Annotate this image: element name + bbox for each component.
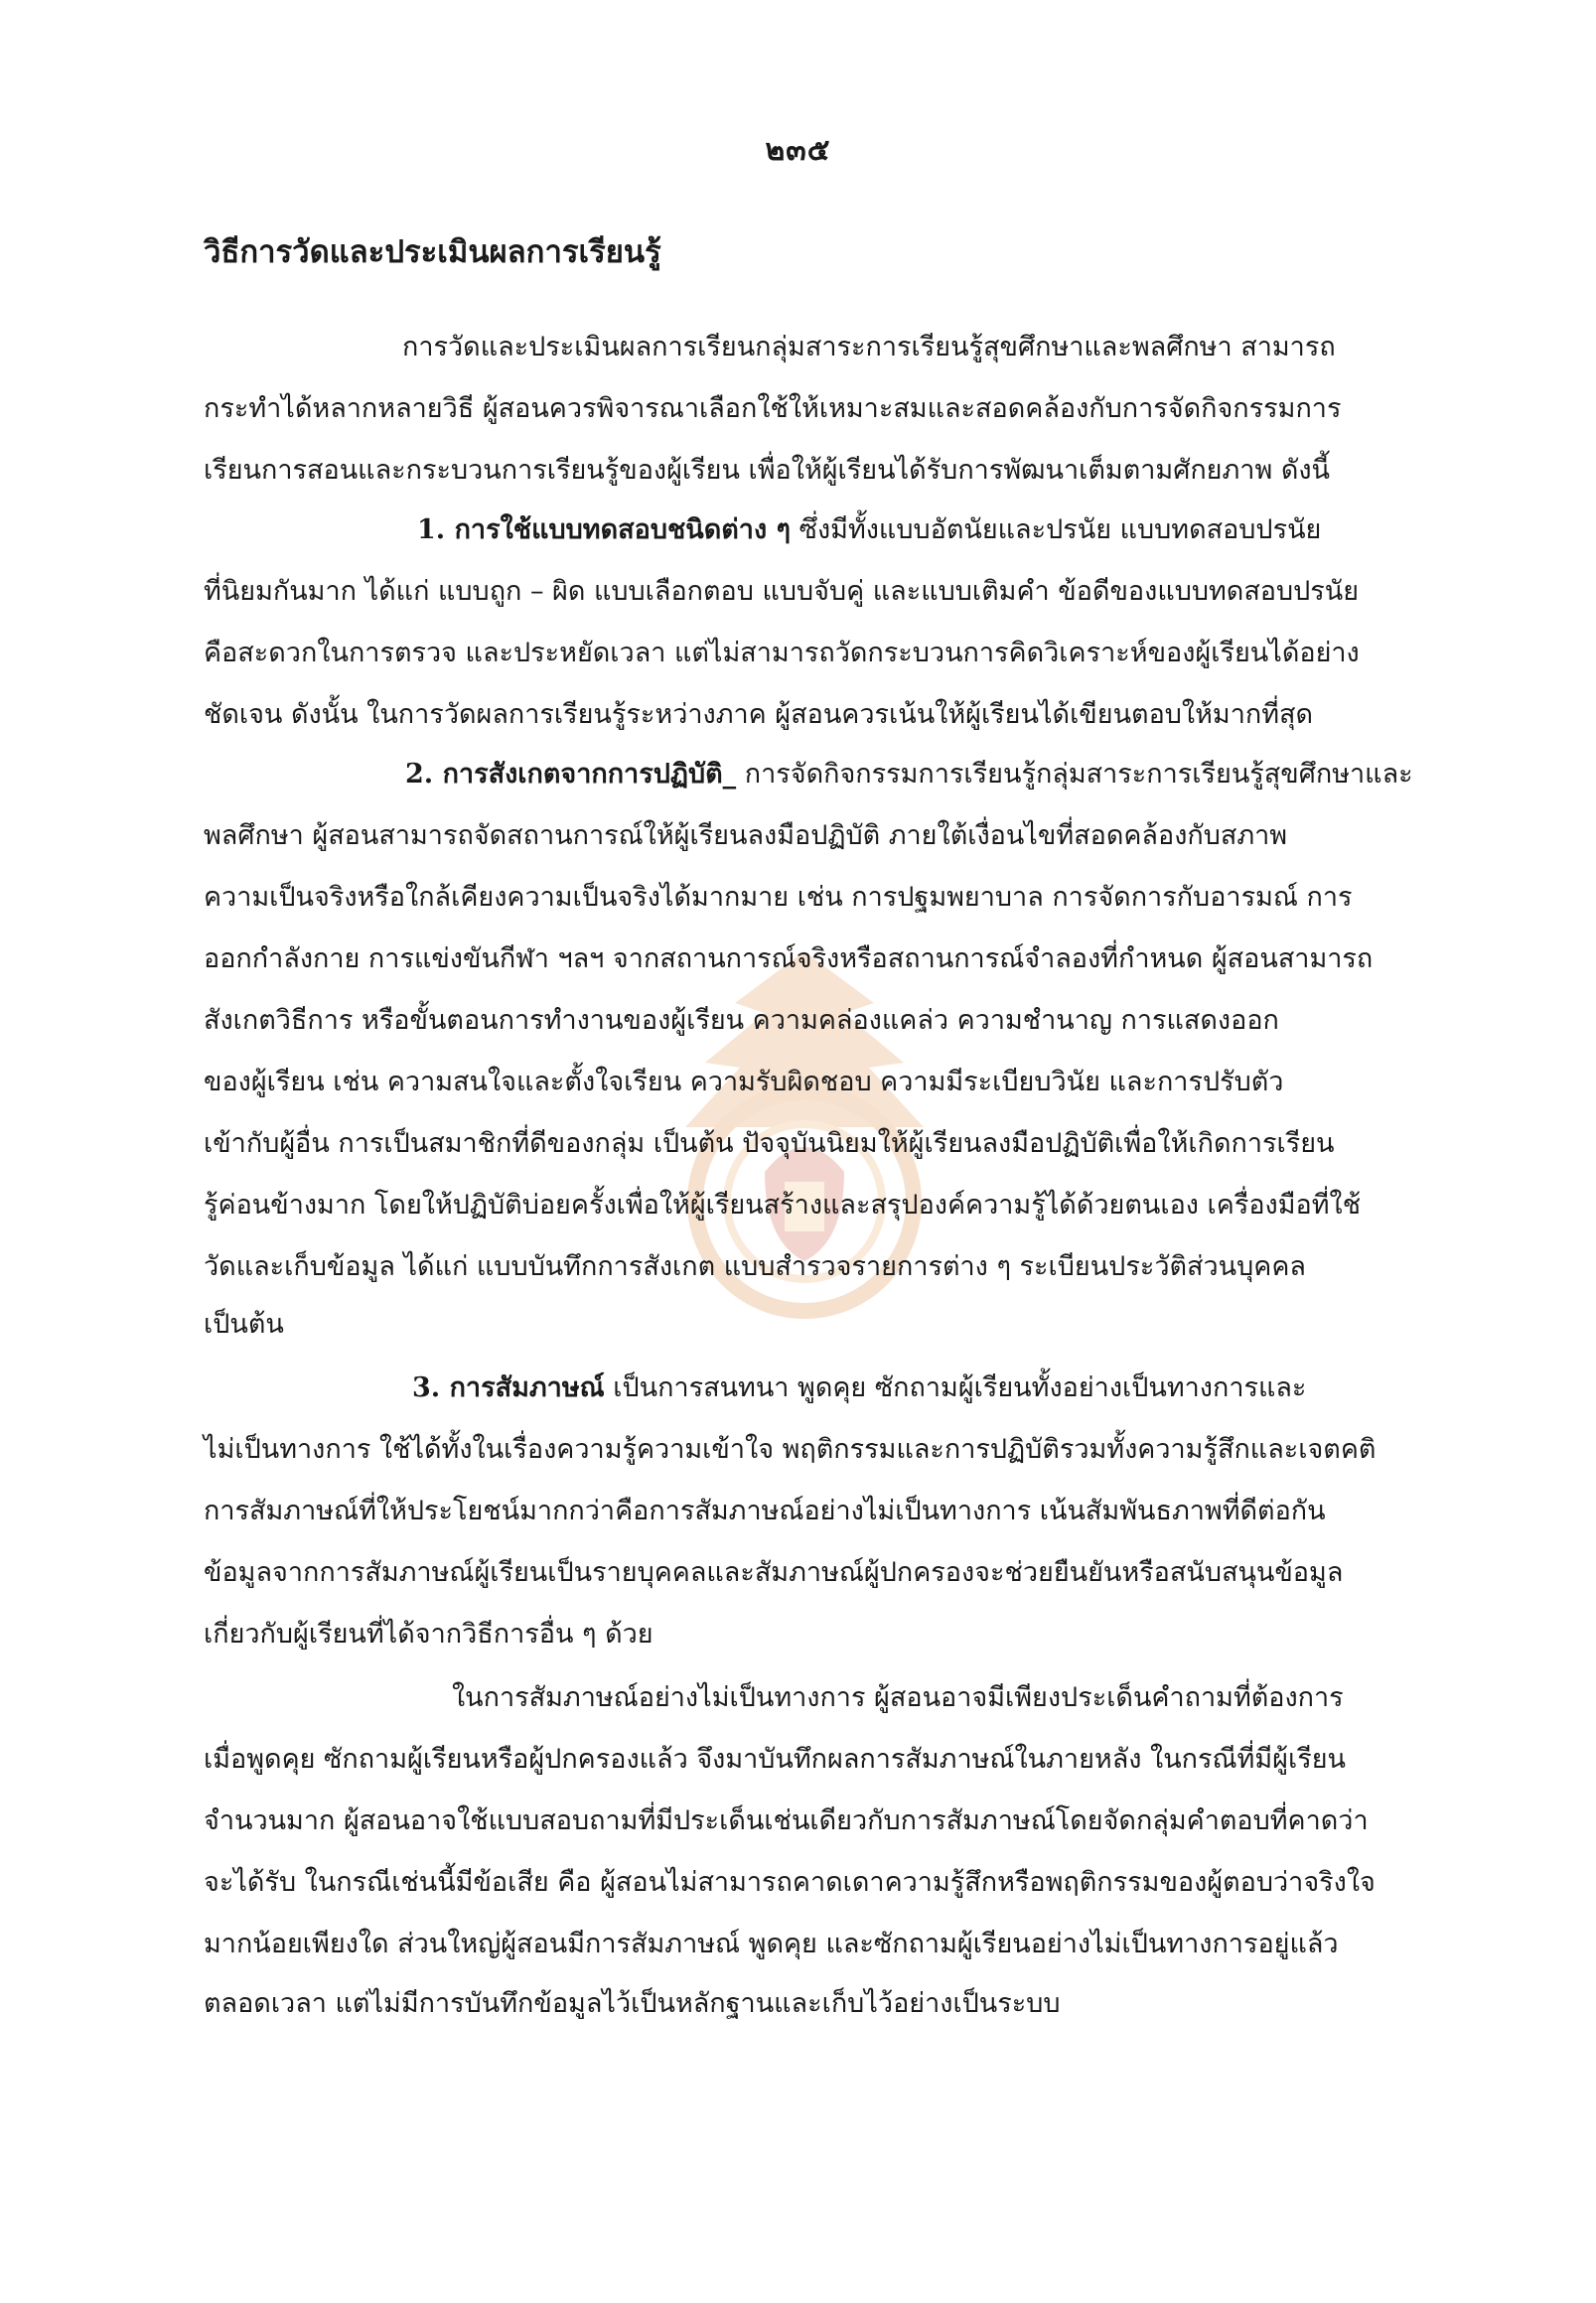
closing-line: เมื่อพูดคุย ซักถามผู้เรียนหรือผู้ปกครองแล้ว จึงมาบันทึกผลการสัมภาษณ์ในภายหลัง ในกรณีที่มีผู้เรียน bbox=[204, 1744, 1346, 1775]
item2-line: รู้ค่อนข้างมาก โดยให้ปฏิบัติบ่อยครั้งเพื่อให้ผู้เรียนสร้างและสรุปองค์ความรู้ได้ด้วยตนเอง เครื่องมือที่ใช้ bbox=[204, 1190, 1362, 1221]
item3-line: การสัมภาษณ์ที่ให้ประโยชน์มากกว่าคือการสัมภาษณ์อย่างไม่เป็นทางการ เน้นสัมพันธภาพที่ดีต่อกัน bbox=[204, 1496, 1326, 1526]
closing-line: ในการสัมภาษณ์อย่างไม่เป็นทางการ ผู้สอนอาจมีเพียงประเด็นคำถามที่ต้องการ bbox=[452, 1682, 1344, 1713]
closing-line: จะได้รับ ในกรณีเช่นนี้มีข้อเสีย คือ ผู้สอนไม่สามารถคาดเดาความรู้สึกหรือพฤติกรรมของผู้ตอบว่าจริงใจ bbox=[204, 1867, 1376, 1898]
item1-line: คือสะดวกในการตรวจ และประหยัดเวลา แต่ไม่สามารถวัดกระบวนการคิดวิเคราะห์ของผู้เรียนได้อย่าง bbox=[204, 638, 1360, 668]
item2-line: วัดและเก็บข้อมูล ได้แก่ แบบบันทึกการสังเกต แบบสำรวจรายการต่าง ๆ ระเบียนประวัติส่วนบุคคล bbox=[204, 1251, 1306, 1282]
item2-line: พลศึกษา ผู้สอนสามารถจัดสถานการณ์ให้ผู้เรียนลงมือปฏิบัติ ภายใต้เงื่อนไขที่สอดคล้องกับสภาพ bbox=[204, 820, 1288, 851]
item2-title: 2. การสังเกตจากการปฏิบัติ_ bbox=[405, 759, 737, 790]
closing-line: จำนวนมาก ผู้สอนอาจใช้แบบสอบถามที่มีประเด็นเช่นเดียวกับการสัมภาษณ์โดยจัดกลุ่มคำตอบที่คาดว่า bbox=[204, 1805, 1369, 1836]
item2-line: เป็นต้น bbox=[204, 1309, 284, 1340]
item2-line: สังเกตวิธีการ หรือขั้นตอนการทำงานของผู้เรียน ความคล่องแคล่ว ความชำนาญ การแสดงออก bbox=[204, 1005, 1279, 1036]
intro-line: กระทำได้หลากหลายวิธี ผู้สอนควรพิจารณาเลือกใช้ให้เหมาะสมและสอดคล้องกับการจัดกิจกรรมการ bbox=[204, 393, 1342, 424]
item2-first-line bbox=[405, 755, 1413, 794]
item1-line: ที่นิยมกันมาก ได้แก่ แบบถูก – ผิด แบบเลือกตอบ แบบจับคู่ และแบบเติมคำ ข้อดีของแบบทดสอบปรนัย bbox=[204, 576, 1360, 607]
closing-line: ตลอดเวลา แต่ไม่มีการบันทึกข้อมูลไว้เป็นหลักฐานและเก็บไว้อย่างเป็นระบบ bbox=[204, 1988, 1061, 2019]
item2-line: เข้ากับผู้อื่น การเป็นสมาชิกที่ดีของกลุ่ม เป็นต้น ปัจจุบันนิยมให้ผู้เรียนลงมือปฏิบัติเพื่อให้เกิดการเรียน bbox=[204, 1128, 1335, 1159]
intro-line: การวัดและประเมินผลการเรียนกลุ่มสาระการเรียนรู้สุขศึกษาและพลศึกษา สามารถ bbox=[402, 332, 1336, 362]
item1-line: ชัดเจน ดังนั้น ในการวัดผลการเรียนรู้ระหว่างภาค ผู้สอนควรเน้นให้ผู้เรียนได้เขียนตอบให้มากที่สุด bbox=[204, 699, 1314, 730]
item3-first-rest: เป็นการสนทนา พูดคุย ซักถามผู้เรียนทั้งอย่างเป็นทางการและ bbox=[604, 1372, 1307, 1403]
page-number: ๒๓๕ bbox=[765, 133, 831, 168]
item2-line: ความเป็นจริงหรือใกล้เคียงความเป็นจริงได้มากมาย เช่น การปฐมพยาบาล การจัดการกับอารมณ์ การ bbox=[204, 882, 1353, 913]
intro-line: เรียนการสอนและกระบวนการเรียนรู้ของผู้เรียน เพื่อให้ผู้เรียนได้รับการพัฒนาเต็มตามศักยภาพ ดังนี้ bbox=[204, 455, 1331, 486]
item3-line: ไม่เป็นทางการ ใช้ได้ทั้งในเรื่องความรู้ความเข้าใจ พฤติกรรมและการปฏิบัติรวมทั้งความรู้สึกและเจตคติ bbox=[204, 1434, 1377, 1465]
item1-first-rest: ซึ่งมีทั้งแบบอัตนัยและปรนัย แบบทดสอบปรนัย bbox=[791, 514, 1322, 545]
item3-line: ข้อมูลจากการสัมภาษณ์ผู้เรียนเป็นรายบุคคลและสัมภาษณ์ผู้ปกครองจะช่วยยืนยันหรือสนับสนุนข้อมูล bbox=[204, 1557, 1344, 1588]
closing-line: มากน้อยเพียงใด ส่วนใหญ่ผู้สอนมีการสัมภาษณ์ พูดคุย และซักถามผู้เรียนอย่างไม่เป็นทางการอยู่แล้ว bbox=[204, 1929, 1339, 1959]
item3-first-line bbox=[412, 1368, 1306, 1408]
item2-line: ออกกำลังกาย การแข่งขันกีฬา ฯลฯ จากสถานการณ์จริงหรือสถานการณ์จำลองที่กำหนด ผู้สอนสามารถ bbox=[204, 943, 1374, 974]
item3-title: 3. การสัมภาษณ์ bbox=[412, 1372, 605, 1403]
item2-first-rest: การจัดกิจกรรมการเรียนรู้กลุ่มสาระการเรียนรู้สุขศึกษาและ bbox=[736, 759, 1413, 790]
item2-line: ของผู้เรียน เช่น ความสนใจและตั้งใจเรียน ความรับผิดชอบ ความมีระเบียบวินัย และการปรับตัว bbox=[204, 1067, 1284, 1097]
item1-title: 1. การใช้แบบทดสอบชนิดต่าง ๆ bbox=[417, 514, 792, 545]
section-heading: วิธีการวัดและประเมินผลการเรียนรู้ bbox=[204, 234, 661, 270]
item1-first-line bbox=[417, 510, 1321, 550]
item3-line: เกี่ยวกับผู้เรียนที่ได้จากวิธีการอื่น ๆ ด้วย bbox=[204, 1619, 653, 1650]
